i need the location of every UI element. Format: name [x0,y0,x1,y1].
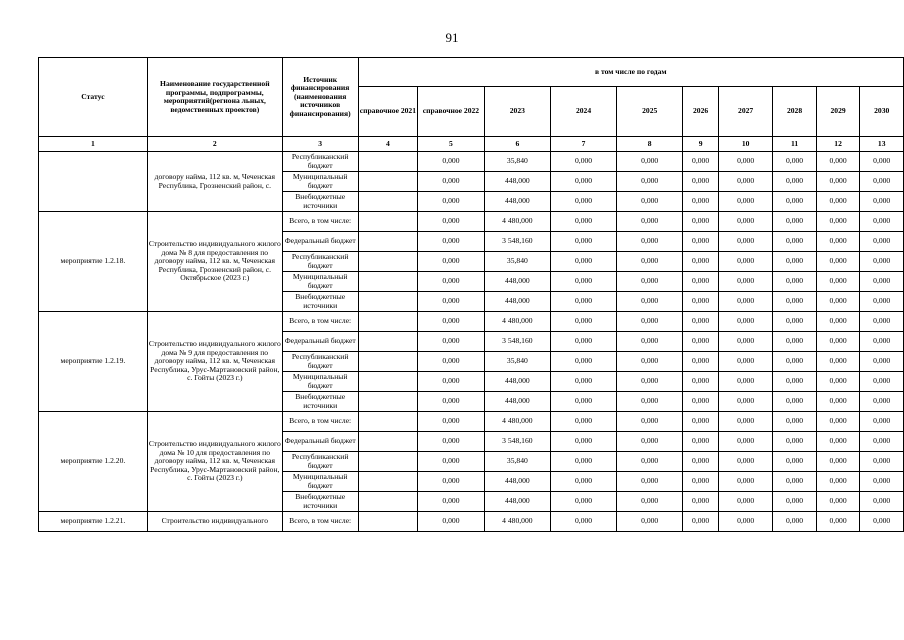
value-cell: 0,000 [816,172,860,192]
value-cell: 0,000 [418,332,485,352]
value-cell [358,492,418,512]
header-row-top [39,58,904,87]
value-cell: 4 480,000 [484,212,550,232]
value-cell: 0,000 [617,432,683,452]
value-cell: 0,000 [773,292,817,312]
value-cell: 0,000 [550,272,616,292]
value-cell: 0,000 [773,472,817,492]
value-cell [358,232,418,252]
value-cell: 0,000 [617,192,683,212]
value-cell: 448,000 [484,372,550,392]
value-cell: 448,000 [484,492,550,512]
value-cell: 0,000 [550,372,616,392]
value-cell: 35,840 [484,252,550,272]
value-cell [358,432,418,452]
value-cell: 0,000 [550,492,616,512]
value-cell: 0,000 [418,232,485,252]
value-cell: 0,000 [550,212,616,232]
value-cell: 0,000 [550,292,616,312]
value-cell: 0,000 [816,452,860,472]
value-cell: 0,000 [418,352,485,372]
funding-source-cell: Всего, в том числе: [282,412,358,432]
header-years-group: в том числе по годам [358,58,903,87]
value-cell: 0,000 [683,332,719,352]
value-cell: 0,000 [550,352,616,372]
value-cell: 0,000 [418,372,485,392]
value-cell: 0,000 [418,252,485,272]
funding-source-cell: Внебюджетные источники [282,192,358,212]
value-cell: 0,000 [860,452,904,472]
value-cell: 0,000 [617,492,683,512]
value-cell: 0,000 [718,372,772,392]
funding-source-cell: Республиканский бюджет [282,452,358,472]
header-name: Наименование государственной программы, подпрограммы, мероприятий(региона льных, ведомственных проектов) [147,58,282,137]
value-cell: 0,000 [816,512,860,532]
value-cell: 0,000 [718,352,772,372]
value-cell: 448,000 [484,292,550,312]
value-cell: 0,000 [773,192,817,212]
value-cell: 0,000 [683,292,719,312]
status-cell [39,152,148,212]
table-body [39,152,904,532]
value-cell: 0,000 [860,472,904,492]
value-cell: 0,000 [773,492,817,512]
column-number: 2 [147,137,282,152]
value-cell: 3 548,160 [484,332,550,352]
value-cell: 0,000 [617,172,683,192]
value-cell: 448,000 [484,172,550,192]
value-cell [358,292,418,312]
column-number: 9 [683,137,719,152]
value-cell: 0,000 [718,472,772,492]
funding-source-cell: Внебюджетные источники [282,292,358,312]
header-year: 2028 [773,87,817,137]
budget-table [38,57,904,532]
value-cell: 0,000 [816,392,860,412]
value-cell: 0,000 [816,272,860,292]
value-cell: 35,840 [484,452,550,472]
table-row [39,412,904,432]
value-cell: 0,000 [860,152,904,172]
value-cell: 0,000 [773,252,817,272]
value-cell: 0,000 [860,252,904,272]
value-cell: 0,000 [860,312,904,332]
value-cell: 0,000 [550,172,616,192]
value-cell: 0,000 [718,212,772,232]
value-cell: 0,000 [773,392,817,412]
funding-source-cell: Всего, в том числе: [282,512,358,532]
value-cell: 4 480,000 [484,512,550,532]
value-cell: 0,000 [860,512,904,532]
value-cell: 0,000 [617,352,683,372]
funding-source-cell: Федеральный бюджет [282,232,358,252]
value-cell [358,332,418,352]
value-cell [358,372,418,392]
funding-source-cell: Федеральный бюджет [282,432,358,452]
column-number: 7 [550,137,616,152]
value-cell [358,392,418,412]
header-year: 2026 [683,87,719,137]
header-year: 2024 [550,87,616,137]
value-cell: 0,000 [816,432,860,452]
value-cell: 0,000 [418,492,485,512]
value-cell [358,352,418,372]
value-cell: 0,000 [617,512,683,532]
value-cell: 0,000 [816,412,860,432]
value-cell: 448,000 [484,272,550,292]
value-cell: 0,000 [617,372,683,392]
value-cell [358,252,418,272]
value-cell: 0,000 [718,392,772,412]
funding-source-cell: Республиканский бюджет [282,152,358,172]
value-cell: 0,000 [718,432,772,452]
funding-source-cell: Внебюджетные источники [282,492,358,512]
value-cell: 0,000 [718,272,772,292]
value-cell: 0,000 [550,452,616,472]
value-cell: 0,000 [816,352,860,372]
status-cell: мероприятие 1.2.20. [39,412,148,512]
value-cell: 0,000 [550,392,616,412]
value-cell: 0,000 [773,172,817,192]
value-cell: 0,000 [683,252,719,272]
value-cell: 0,000 [773,232,817,252]
value-cell: 0,000 [718,332,772,352]
column-number: 11 [773,137,817,152]
value-cell: 0,000 [718,252,772,272]
activity-name-cell: договору найма, 112 кв. м, Чеченская Республика, Грозненский район, с. [147,152,282,212]
value-cell [358,512,418,532]
value-cell: 0,000 [550,252,616,272]
column-number: 6 [484,137,550,152]
value-cell: 0,000 [683,232,719,252]
column-number: 8 [617,137,683,152]
value-cell: 0,000 [816,252,860,272]
value-cell: 0,000 [617,472,683,492]
value-cell: 0,000 [718,412,772,432]
header-year: 2030 [860,87,904,137]
value-cell [358,412,418,432]
header-source: Источник финансирования (наименования источников финансирования) [282,58,358,137]
funding-source-cell: Муниципальный бюджет [282,472,358,492]
table-row [39,512,904,532]
column-number: 13 [860,137,904,152]
value-cell: 0,000 [683,452,719,472]
value-cell: 0,000 [617,232,683,252]
value-cell: 0,000 [418,272,485,292]
value-cell: 0,000 [418,292,485,312]
value-cell: 0,000 [418,152,485,172]
value-cell: 0,000 [773,312,817,332]
header-status: Статус [39,58,148,137]
column-number: 12 [816,137,860,152]
funding-source-cell: Республиканский бюджет [282,252,358,272]
value-cell: 0,000 [860,432,904,452]
value-cell: 0,000 [773,512,817,532]
header-year: справочное 2021 [358,87,418,137]
value-cell: 0,000 [718,512,772,532]
value-cell: 0,000 [683,192,719,212]
value-cell: 0,000 [683,152,719,172]
activity-name-cell: Строительство индивидуального жилого дома № 8 для предоставления по договору найма, 112 кв. м, Чеченская Республика, Грозненский район, с. Октябрьское (2023 г.) [147,212,282,312]
value-cell: 0,000 [550,432,616,452]
value-cell: 0,000 [683,392,719,412]
value-cell: 0,000 [816,492,860,512]
page-number: 91 [445,30,459,45]
value-cell: 4 480,000 [484,312,550,332]
value-cell: 0,000 [550,412,616,432]
header-year: 2029 [816,87,860,137]
value-cell: 0,000 [418,212,485,232]
header-year: 2025 [617,87,683,137]
value-cell: 4 480,000 [484,412,550,432]
column-number: 4 [358,137,418,152]
value-cell: 0,000 [550,332,616,352]
funding-source-cell: Муниципальный бюджет [282,272,358,292]
value-cell: 0,000 [816,472,860,492]
value-cell: 0,000 [860,232,904,252]
table-row [39,312,904,332]
value-cell: 0,000 [418,452,485,472]
value-cell: 0,000 [617,332,683,352]
value-cell: 0,000 [683,512,719,532]
value-cell: 0,000 [418,512,485,532]
value-cell: 0,000 [683,412,719,432]
value-cell: 3 548,160 [484,232,550,252]
value-cell: 0,000 [617,252,683,272]
value-cell: 0,000 [773,412,817,432]
value-cell: 0,000 [773,212,817,232]
activity-name-cell: Строительство индивидуального [147,512,282,532]
value-cell: 0,000 [816,192,860,212]
header-row-column-numbers [39,137,904,152]
status-cell: мероприятие 1.2.21. [39,512,148,532]
value-cell: 0,000 [860,292,904,312]
value-cell: 0,000 [550,192,616,212]
value-cell: 0,000 [418,172,485,192]
column-number: 5 [418,137,485,152]
value-cell: 0,000 [718,292,772,312]
value-cell: 0,000 [683,352,719,372]
value-cell: 0,000 [860,372,904,392]
value-cell: 0,000 [718,312,772,332]
value-cell [358,272,418,292]
column-number: 10 [718,137,772,152]
value-cell [358,472,418,492]
value-cell: 0,000 [718,152,772,172]
funding-source-cell: Муниципальный бюджет [282,172,358,192]
value-cell: 0,000 [617,452,683,472]
value-cell: 448,000 [484,192,550,212]
funding-source-cell: Республиканский бюджет [282,352,358,372]
header-year: 2023 [484,87,550,137]
value-cell: 0,000 [617,392,683,412]
value-cell: 0,000 [773,372,817,392]
header-year: справочное 2022 [418,87,485,137]
value-cell: 0,000 [550,512,616,532]
value-cell: 448,000 [484,392,550,412]
value-cell: 0,000 [860,492,904,512]
value-cell: 0,000 [683,312,719,332]
value-cell: 0,000 [860,332,904,352]
value-cell: 0,000 [550,312,616,332]
value-cell: 0,000 [860,272,904,292]
value-cell: 3 548,160 [484,432,550,452]
table-row [39,152,904,172]
table-row [39,212,904,232]
status-cell: мероприятие 1.2.18. [39,212,148,312]
header-year: 2027 [718,87,772,137]
value-cell: 0,000 [816,212,860,232]
funding-source-cell: Муниципальный бюджет [282,372,358,392]
value-cell: 0,000 [418,392,485,412]
value-cell: 0,000 [683,432,719,452]
value-cell: 0,000 [816,372,860,392]
value-cell: 0,000 [617,212,683,232]
value-cell: 0,000 [617,152,683,172]
value-cell: 35,840 [484,152,550,172]
funding-source-cell: Всего, в том числе: [282,212,358,232]
column-number: 1 [39,137,148,152]
activity-name-cell: Строительство индивидуального жилого дома № 10 для предоставления по договору найма, 112 кв. м, Чеченская Республика, Урус-Мартановский район, с. Гойты (2023 г.) [147,412,282,512]
value-cell: 0,000 [718,452,772,472]
value-cell: 0,000 [773,272,817,292]
funding-source-cell: Всего, в том числе: [282,312,358,332]
value-cell: 0,000 [617,272,683,292]
value-cell: 0,000 [683,172,719,192]
activity-name-cell: Строительство индивидуального жилого дома № 9 для предоставления по договору найма, 112 кв. м, Чеченская Республика, Урус-Мартановский район, с. Гойты (2023 г.) [147,312,282,412]
value-cell: 0,000 [418,432,485,452]
value-cell [358,212,418,232]
funding-source-cell: Федеральный бюджет [282,332,358,352]
value-cell: 0,000 [617,292,683,312]
value-cell: 0,000 [683,372,719,392]
value-cell [358,312,418,332]
value-cell: 0,000 [773,452,817,472]
value-cell: 0,000 [683,472,719,492]
value-cell [358,192,418,212]
value-cell: 448,000 [484,472,550,492]
value-cell: 0,000 [718,232,772,252]
value-cell: 0,000 [418,312,485,332]
value-cell: 0,000 [718,192,772,212]
value-cell: 0,000 [816,152,860,172]
value-cell [358,152,418,172]
value-cell: 0,000 [860,212,904,232]
value-cell: 0,000 [773,332,817,352]
value-cell: 0,000 [816,292,860,312]
value-cell: 0,000 [816,332,860,352]
value-cell: 35,840 [484,352,550,372]
value-cell: 0,000 [683,272,719,292]
value-cell: 0,000 [418,192,485,212]
value-cell [358,452,418,472]
value-cell: 0,000 [550,232,616,252]
value-cell: 0,000 [860,392,904,412]
status-cell: мероприятие 1.2.19. [39,312,148,412]
value-cell: 0,000 [418,472,485,492]
value-cell: 0,000 [816,232,860,252]
value-cell: 0,000 [683,492,719,512]
value-cell: 0,000 [718,492,772,512]
value-cell: 0,000 [418,412,485,432]
value-cell: 0,000 [550,152,616,172]
column-number: 3 [282,137,358,152]
value-cell: 0,000 [773,432,817,452]
value-cell: 0,000 [718,172,772,192]
value-cell: 0,000 [860,352,904,372]
value-cell [358,172,418,192]
value-cell: 0,000 [860,172,904,192]
value-cell: 0,000 [860,192,904,212]
value-cell: 0,000 [816,312,860,332]
value-cell: 0,000 [617,312,683,332]
value-cell: 0,000 [860,412,904,432]
value-cell: 0,000 [773,352,817,372]
value-cell: 0,000 [683,212,719,232]
value-cell: 0,000 [617,412,683,432]
funding-source-cell: Внебюджетные источники [282,392,358,412]
value-cell: 0,000 [773,152,817,172]
value-cell: 0,000 [550,472,616,492]
